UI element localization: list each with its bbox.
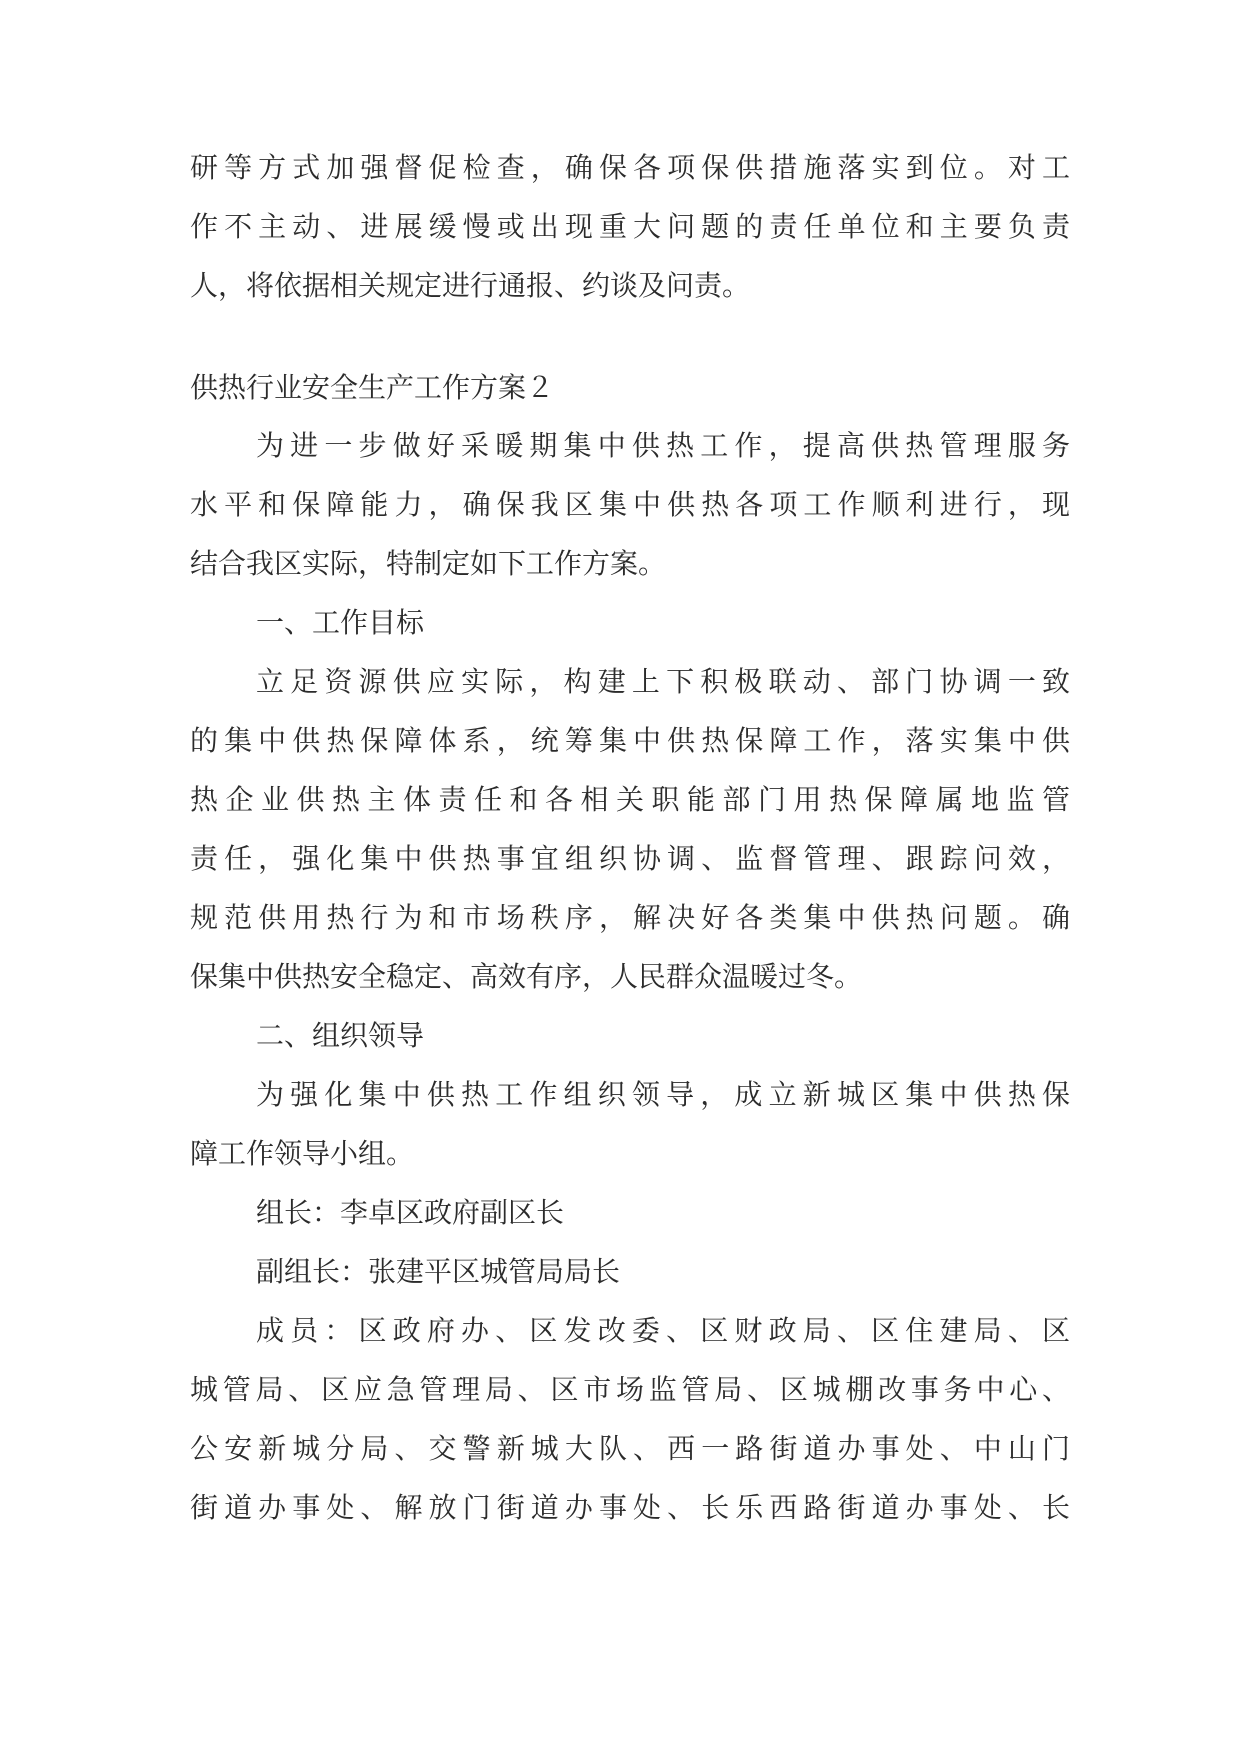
paragraph-line: 立足资源供应实际，构建上下积极联动、部门协调一致 <box>256 665 1070 698</box>
leader-line: 组长：李卓区政府副区长 <box>256 1196 565 1229</box>
members-line: 成员：区政府办、区发改委、区财政局、区住建局、区 <box>256 1314 1070 1347</box>
section-heading: 二、组织领导 <box>256 1019 425 1052</box>
section-title: 供热行业安全生产工作方案２ <box>190 371 555 404</box>
paragraph-line: 责任，强化集中供热事宜组织协调、监督管理、跟踪问效， <box>190 842 1070 875</box>
deputy-leader-line: 副组长：张建平区城管局局长 <box>256 1255 621 1288</box>
paragraph-line: 作不主动、进展缓慢或出现重大问题的责任单位和主要负责 <box>190 210 1070 243</box>
paragraph-line: 为强化集中供热工作组织领导，成立新城区集中供热保 <box>256 1078 1070 1111</box>
members-line: 公安新城分局、交警新城大队、西一路街道办事处、中山门 <box>190 1432 1070 1465</box>
paragraph-line: 结合我区实际，特制定如下工作方案。 <box>190 547 667 580</box>
members-line: 街道办事处、解放门街道办事处、长乐西路街道办事处、长 <box>190 1491 1070 1524</box>
paragraph-line: 规范供用热行为和市场秩序，解决好各类集中供热问题。确 <box>190 901 1070 934</box>
paragraph-line: 障工作领导小组。 <box>190 1137 415 1170</box>
paragraph-line: 人，将依据相关规定进行通报、约谈及问责。 <box>190 269 751 302</box>
paragraph-line: 水平和保障能力，确保我区集中供热各项工作顺利进行，现 <box>190 488 1070 521</box>
section-heading: 一、工作目标 <box>256 606 425 639</box>
paragraph-line: 为进一步做好采暖期集中供热工作，提高供热管理服务 <box>256 429 1070 462</box>
paragraph-line: 的集中供热保障体系，统筹集中供热保障工作，落实集中供 <box>190 724 1070 757</box>
paragraph-line: 研等方式加强督促检查，确保各项保供措施落实到位。对工 <box>190 151 1070 184</box>
paragraph-line: 保集中供热安全稳定、高效有序，人民群众温暖过冬。 <box>190 960 863 993</box>
members-line: 城管局、区应急管理局、区市场监管局、区城棚改事务中心、 <box>190 1373 1070 1406</box>
paragraph-line: 热企业供热主体责任和各相关职能部门用热保障属地监管 <box>190 783 1070 816</box>
